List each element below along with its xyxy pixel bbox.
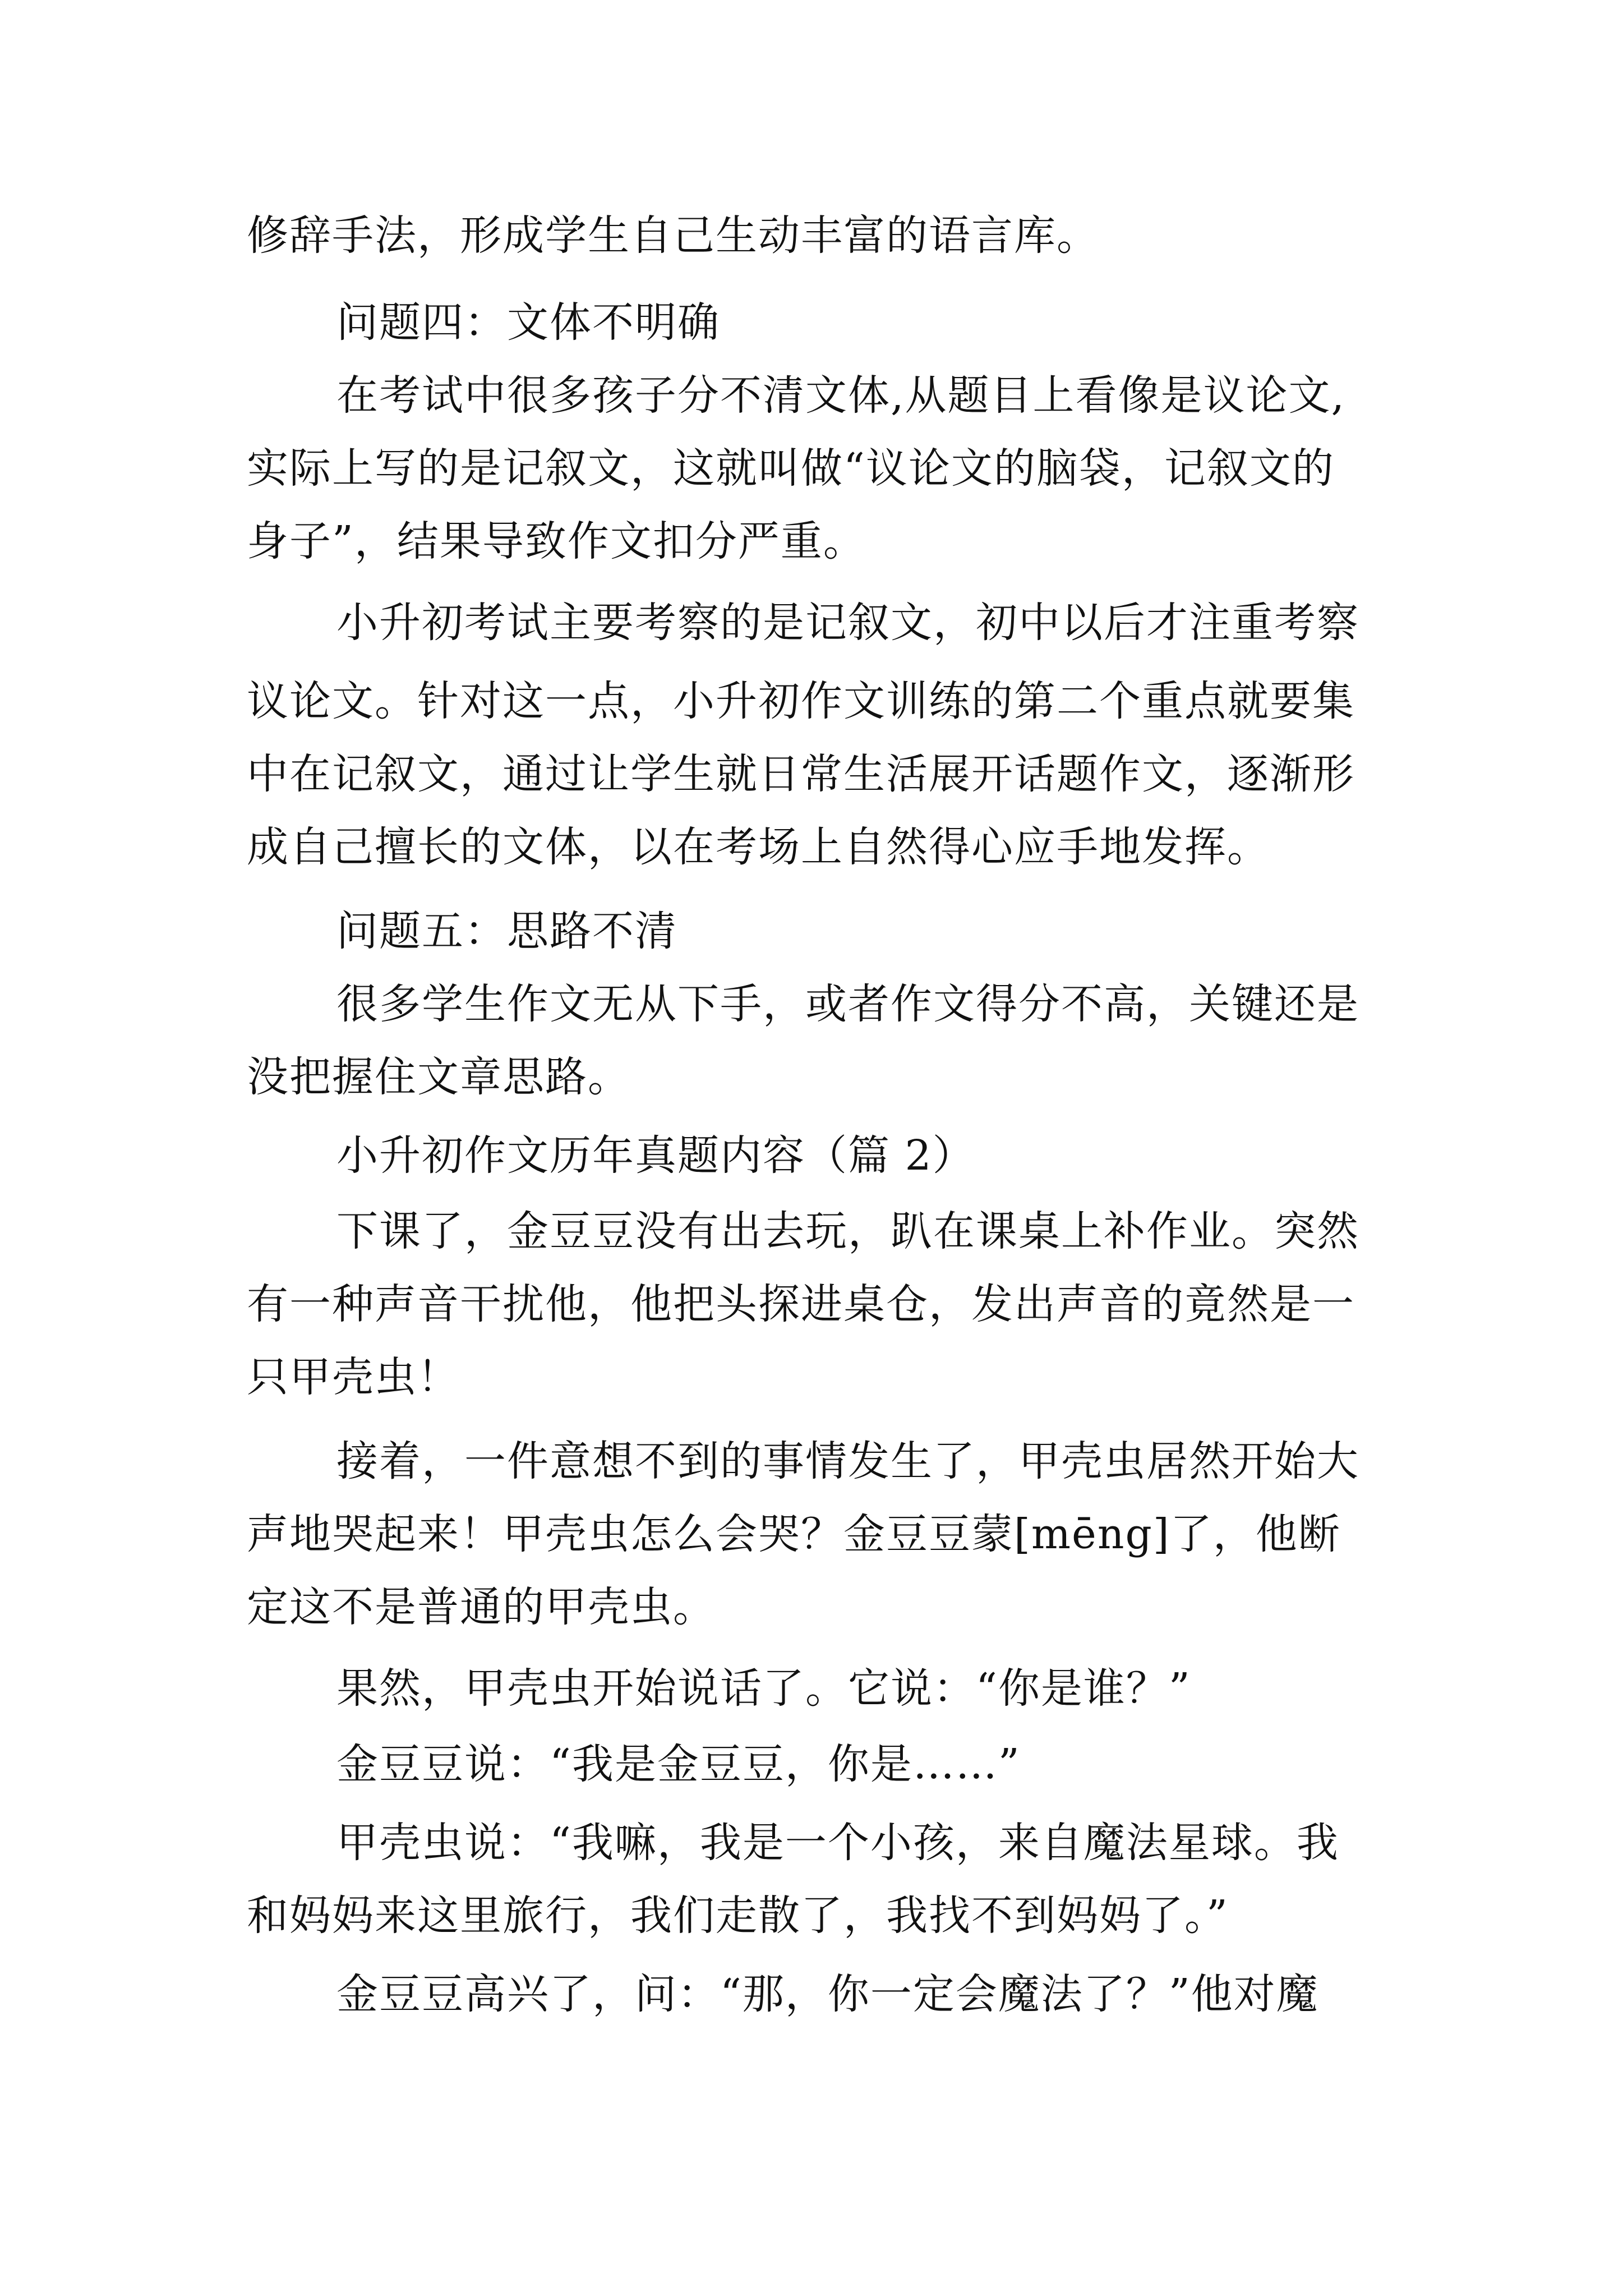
section-heading: 小升初作文历年真题内容（篇 2） — [336, 1131, 975, 1180]
text-line: 下课了，金豆豆没有出去玩，趴在课桌上补作业。突然 — [336, 1207, 1359, 1255]
text-line: 果然，甲壳虫开始说话了。它说：“你是谁？” — [336, 1664, 1191, 1713]
text-line: 很多学生作文无从下手，或者作文得分不高，关键还是 — [336, 980, 1359, 1028]
text-line: 接着，一件意想不到的事情发生了，甲壳虫居然开始大 — [336, 1437, 1359, 1485]
text-line: 和妈妈来这里旅行，我们走散了，我找不到妈妈了。” — [247, 1892, 1229, 1940]
text-line: 金豆豆高兴了，问：“那，你一定会魔法了？”他对魔 — [336, 1970, 1319, 2018]
text-line: 在考试中很多孩子分不清文体,从题目上看像是议论文, — [336, 371, 1346, 420]
text-line: 中在记叙文，通过让学生就日常生活展开话题作文，逐渐形 — [247, 750, 1355, 798]
section-heading: 问题四：文体不明确 — [336, 298, 720, 347]
text-line: 只甲壳虫！ — [247, 1353, 460, 1401]
text-line: 没把握住文章思路。 — [247, 1053, 630, 1101]
text-line: 小升初考试主要考察的是记叙文，初中以后才注重考察 — [336, 599, 1359, 647]
text-line: 修辞手法，形成学生自己生动丰富的语言库。 — [247, 211, 1099, 260]
text-line: 实际上写的是记叙文，这就叫做“议论文的脑袋，记叙文的 — [247, 444, 1335, 493]
text-line: 有一种声音干扰他，他把头探进桌仓，发出声音的竟然是一 — [247, 1280, 1355, 1328]
section-heading: 问题五：思路不清 — [336, 907, 677, 955]
text-line: 定这不是普通的甲壳虫。 — [247, 1583, 716, 1631]
text-line: 甲壳虫说：“我嘛，我是一个小孩，来自魔法星球。我 — [336, 1819, 1339, 1867]
text-line: 声地哭起来！甲壳虫怎么会哭？金豆豆蒙[mēng]了，他断 — [247, 1510, 1341, 1558]
text-line: 金豆豆说：“我是金豆豆，你是……” — [336, 1740, 1021, 1788]
text-line: 议论文。针对这一点，小升初作文训练的第二个重点就要集 — [247, 677, 1355, 725]
text-line: 成自己擅长的文体，以在考场上自然得心应手地发挥。 — [247, 823, 1270, 871]
text-line: 身子”，结果导致作文扣分严重。 — [247, 517, 866, 565]
